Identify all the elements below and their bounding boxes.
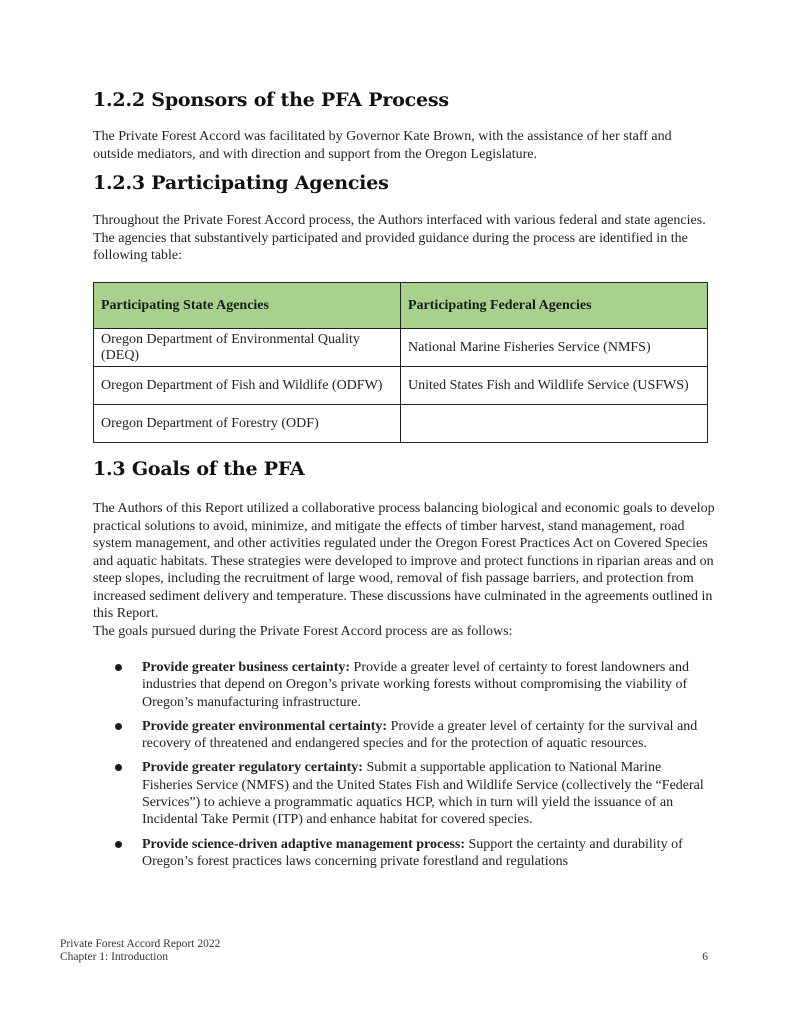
bullet-icon bbox=[115, 664, 122, 671]
goals-intro: The goals pursued during the Private Forest Accord process are as follows: bbox=[93, 623, 513, 639]
table-header-row bbox=[94, 283, 708, 329]
page-number: 6 bbox=[702, 951, 708, 963]
table-cell: Oregon Department of Fish and Wildlife (ODFW) bbox=[94, 367, 401, 405]
paragraph-agencies: Throughout the Private Forest Accord process, the Authors interfaced with various federal and state agencies. The agencies that substantively participated and provided guidance during the process are identified in the following table: bbox=[93, 213, 706, 263]
heading-participating-agencies: 1.2.3 Participating Agencies bbox=[93, 172, 389, 194]
goals-description: The Authors of this Report utilized a collaborative process balancing biological and economic goals to develop practical solutions to avoid, minimize, and mitigate the effects of timber harvest, stand management, road system management, and other activities regulated under the Oregon Forest Practices Act on Covered Species and aquatic habitats. These strategies were developed to improve and protect functions in riparian areas and on steep slopes, including the recruitment of large wood, removal of fish passage barriers, and protection from increased sediment delivery and temperature. These discussions have culminated in the agreements outlined in this Report. bbox=[93, 501, 715, 621]
goal-title: Provide greater environmental certainty: bbox=[142, 718, 388, 734]
table-cell-empty bbox=[401, 405, 708, 443]
table-cell: United States Fish and Wildlife Service (USFWS) bbox=[401, 367, 708, 405]
page-footer bbox=[60, 938, 708, 964]
bullet-icon bbox=[115, 841, 122, 848]
table-cell: National Marine Fisheries Service (NMFS) bbox=[401, 329, 708, 367]
footer-chapter: Chapter 1: Introduction bbox=[60, 951, 168, 963]
heading-sponsors: 1.2.2 Sponsors of the PFA Process bbox=[93, 89, 449, 111]
table-row bbox=[94, 329, 708, 367]
table-cell: Oregon Department of Forestry (ODF) bbox=[94, 405, 401, 443]
goal-title: Provide science-driven adaptive management process: bbox=[142, 836, 465, 852]
bullet-icon bbox=[115, 764, 122, 771]
goal-text: Submit a supportable application to National Marine Fisheries Service (NMFS) and the United States Fish and Wildlife Service (collectively the “Federal Services”) to achieve a programmatic aquatics HCP, which in turn will yield the issuance of an Incidental Take Permit (ITP) and enhance habitat for covered species. bbox=[142, 760, 704, 828]
table-header-federal: Participating Federal Agencies bbox=[401, 283, 708, 329]
list-item bbox=[115, 836, 715, 871]
goals-list bbox=[115, 659, 715, 877]
list-item bbox=[115, 759, 715, 828]
goal-text: Provide a greater level of certainty to forest landowners and industries that depend on Oregon’s private working forests without compromising the viability of Oregon’s manufacturing infrastructure. bbox=[142, 660, 690, 710]
table-cell: Oregon Department of Environmental Quality (DEQ) bbox=[94, 329, 401, 367]
table-row bbox=[94, 405, 708, 443]
footer-report-title: Private Forest Accord Report 2022 bbox=[60, 938, 221, 950]
paragraph-sponsors: The Private Forest Accord was facilitated by Governor Kate Brown, with the assistance of her staff and outside mediators, and with direction and support from the Oregon Legislature. bbox=[93, 129, 672, 162]
list-item bbox=[115, 659, 715, 711]
list-item bbox=[115, 718, 715, 753]
goal-text: Provide a greater level of certainty for the survival and recovery of threatened and endangered species and for the protection of aquatic resources. bbox=[142, 718, 698, 752]
table-header-state: Participating State Agencies bbox=[94, 283, 401, 329]
goal-text: Support the certainty and durability of Oregon’s forest practices laws concerning private forestland and regulations bbox=[142, 836, 683, 869]
table-row bbox=[94, 367, 708, 405]
goal-title: Provide greater business certainty: bbox=[142, 660, 351, 675]
heading-goals: 1.3 Goals of the PFA bbox=[93, 458, 305, 480]
paragraph-goals bbox=[93, 500, 715, 640]
agencies-table bbox=[93, 282, 708, 443]
goal-title: Provide greater regulatory certainty: bbox=[142, 760, 363, 776]
bullet-icon bbox=[115, 723, 122, 730]
